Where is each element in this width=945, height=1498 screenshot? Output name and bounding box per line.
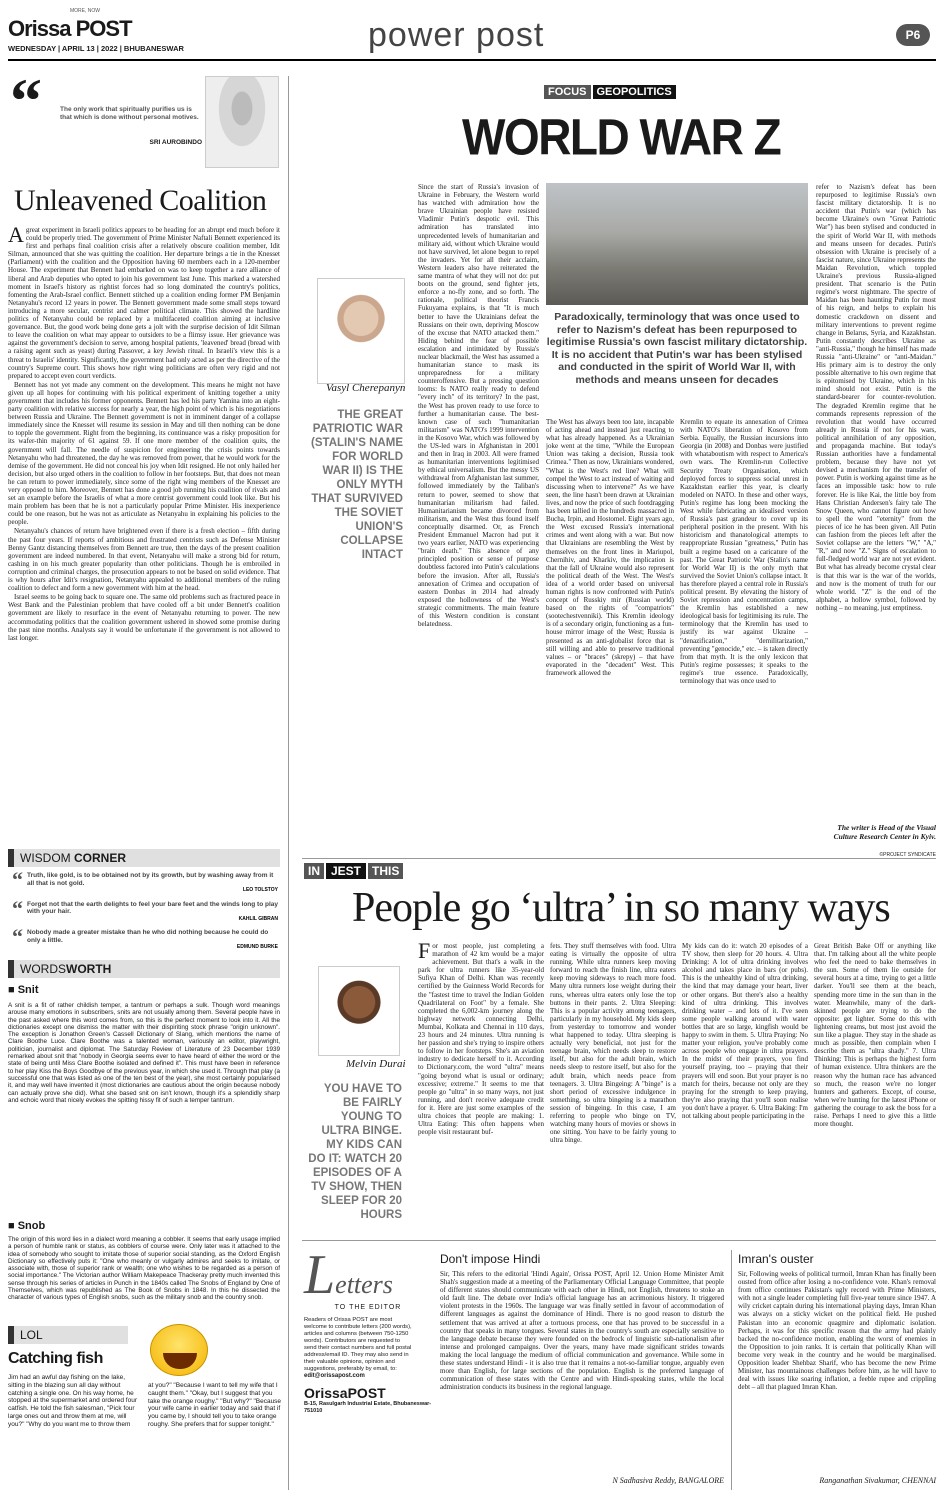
section-title: power post — [368, 16, 545, 54]
letters-address: B-15, Rasulgarh Industrial Estate, Bhubaneswar-751010 — [304, 1401, 432, 1414]
editorial-para-3: Netanyahu's chances of return have brightened even if there is a fresh election – fifth during the past four years. If reports of ambitious and frustrated centrists such as Defense Minister Benny Gantz distancing themselves from Bennett are true, then the days of the present coalition government are indeed numbered. In that event, Netanyahu will make a strong bid for return, cashing in on his much greater popularity than other politicians. Though he is embroiled in corruption and criminal charges, the prosecution appears to not be based on solid evidence. That is why hours after Idit's resignation, Netanyahu appealed to additional members of the ruling coalition to defect and form a new government with him at the head. — [8, 527, 280, 593]
column-divider — [731, 1250, 732, 1490]
quote-box — [10, 65, 280, 168]
jest-col-2: fets. They stuff themselves with food. Ultra eating is virtually the opposite of ultra running. While ultra runners keep moving forward to reach the finish line, ultra eaters keep moving sideways to reach more food. Many ultra runners lose weight during their runs, whereas ultra eaters only lose the top buttons in their pants. 2. Ultra Sleeping: This is a popular activity among teenagers, particularly in my household. My kids sleep from yesterday to tomorrow and wonder what happened to today. Ultra sleeping is actually very beneficial, not just for the teenage brain, which needs sleep to restore itself, but also for the adult brain, which needs sleep to restore itself, but also for the adult brain, which needs peace from teenagers. 3. Ultra Bingeing: A "binge" is a short period of excessive indulgence in something, so ultra bingeing is a marathon session of bingeing. In this case, I am referring to people who binge on TV, watching many hours of movies or shows in one sitting. You have to be fairly young to ultra binge. — [550, 942, 676, 1145]
wisdom-list — [12, 867, 278, 958]
author-name: Vasyl Cherepanyn — [326, 382, 406, 394]
masthead-date: WEDNESDAY | APRIL 13 | 2022 | BHUBANESWAR — [8, 44, 184, 53]
lol-left-text: Jim had an awful day fishing on the lake, sitting in the blazing sun all day without catching a single one. On his way home, he stopped at the supermarket and ordered four catfish. He told the fish salesman, "Pick four large ones out and throw them at me, will you?" "Why do you want me to throw them — [8, 1374, 137, 1428]
word-heading: ■ Snob — [8, 1220, 46, 1232]
word-definition: The origin of this word lies in a dialect word meaning a cobbler. It seems that early usage implied a person of humble rank or status, as cobblers of course were. Only later was it attached to the idea of somebody who sought to imitate those of superior social standing, as the Oxford English Dictionary so effectively puts it: "One who meanly or vulgarly admires and seeks to imitate, or associate with, those of superior rank or wealth; one who wishes to be regarded as a person of social importance." The Victorian author William Makepeace Thackeray pretty much invented this sense through his series of articles in Punch in the 1840s called The Snobs of England by One of Themselves, which was republished as The Book of Snobs in 1848. In this he dissected the character of various types of English snobs, such as the military snob and the country snob. — [8, 1236, 280, 1302]
editorial-para-1: Agreat experiment in Israeli politics appears to be heading for an abrupt end much before it could be properly tried. The government of Prime Minister Naftali Bennett experienced its first and perhaps final coalition crisis after a relatively obscure coalition member, Idit Silman, announced that she was quitting the coalition. Her departure brings a tie in the Knesset (Parliament) with the coalition and the Opposition having 60 members each in a 120-member House. The experiment that Bennett had embarked on was to keep together a rare alliance of liberal and Arab deputies who opted to join his government last June. This marked a watershed moment in Israel's history as rightist forces had so long dominated the country's politics, fomenting the Arab-Israel conflict. Bennett stitched up a coalition ending former PM Benjamin Netanyahu's record 12 years in power. The Bennett government made some small steps toward introducing a more secular, centrist and calmer political climate. This showed the hardline politics of Netanyahu could be replaced by a multifaceted coalition aiming at inclusive governance. But, the good work being done gets a jolt with the surprise decision of Idit Silman to leave the coalition on what may appear to outsiders to be a flimsy issue. Her grievance was against the government's decision to serve, among hospital patients, 'leavened' bread (bread with a raising agent such as yeast) during Passover, a key Jewish ritual. In Israeli's view this is a threat to Israelis' identity. Significantly, the government had only acted as per the directive of the country's Supreme court. This shows how right wing politicians are often very rigid and not prepared to accept even court verdicts. — [8, 226, 280, 380]
quote-text: The only work that spiritually purifies us is that which is done without personal motives. — [60, 106, 199, 121]
jest-col-3: My kids can do it: watch 20 episodes of a TV show, then sleep for 20 hours. 4. Ultra Drinking: A lot of ultra drinking involves alcohol and takes place in bars (or pubs). This is the unhealthy kind of ultra drinking, the kind that may damage your heart, liver or other organs. But there's also a healthy kind of ultra drinking. This involves drinking water – and lots of it. I've seen some people walking around with water bottles that are so large, kingfish would be happy to swim in them. 5. Ultra Praying: No matter your religion, you've probably come across people who engage in ultra prayers. In the midst of their prayers, you find yourself praying, too – praying that their prayers will end soon. But your prayer is no match for theirs, because not only are they praying for the strength to keep praying, they're also praying that you'll soon realise you don't have a prayer. 6. Ultra Baking: I'm not talking about people participating in the — [682, 942, 808, 1120]
photo-caption: Paradoxically, terminology that was once used to refer to Nazism's defeat has been repurposed to legitimise Russia's own fascist military dictatorship. It is no accident that Putin's war has been stylised and conducted in the spirit of World War II, with methods and means unseen for decades — [546, 311, 808, 386]
lol-title: Catching fish — [8, 1350, 103, 1367]
quote-author: SRI AUROBINDO — [149, 139, 202, 146]
laughing-emoji-icon — [150, 1324, 208, 1376]
editorial-para-2: Bennett has not yet made any comment on the development. This means he might not have given up all hopes for continuing with his political experiment of knitting together a unity government that includes his former opponents. Bennett has led his party Yamina into an eight-party coalition with relative success for nearly a year, the high point of which is his negotiations between Russia and Ukraine. The Bennett government is not in imminent danger of a collapse immediately since the Knesset will resume its session in May and till then nothing can be done to topple the government. Right from the beginning, its continuance was a risky proposition for its wafer-thin majority of 61 against 59. If one more member of the coalition quits, the government will fall. The needle of suspicion for engineering the crisis points towards Netanyahu who had threatened, the day he was removed from power, that he would work for the demise of the government. He did not conceal his joy when Idit resigned. He not only hailed her decision, but also urged others in the coalition to follow in her footsteps. But, that does not mean he can return to power immediately, since some of the right wing members of the Knesset are very opposed to him. Moreover, Bennett has done a good job running his coalition of rivals and set an example before the Israelis of what a more centrist government could look like. But his main problem has been that he is not a particularly popular Prime Minister. His inexperience could be one reason, but he was not as articulate as Netanyahu in explaining his policies to the people. — [8, 380, 280, 527]
lol-right-text: at you?" "Because I want to tell my wife that I caught them." "Okay, but I suggest that you take the orange roughy." "But why?" "Because your wife came in earlier today and said that if you came by, I should tell you to take orange roughy. She prefers that for supper tonight." — [148, 1382, 282, 1428]
author-photo-durai — [318, 966, 400, 1056]
word-heading: ■ Snit — [8, 984, 39, 996]
letter-title: Don't impose Hindi — [440, 1252, 541, 1266]
jest-col-1: For most people, just completing a marathon of 42 km would be a major achievement. But that's a walk in the park for ultra runners like 35-year-old Sufiya Khan of Delhi. Khan was recently certified by the Guinness World Records for the "fastest time to travel the Indian Golden Quadrilateral on Foot" by a female. She completed the 6,002-km journey along the highway network connecting Delhi, Mumbai, Kolkata and Chennai in 110 days, 23 hours and 24 minutes. Ultra running is her passion and she's trying to inspire others to follow in her footsteps. She's an aviation industry to dedicate herself to it. According to Dictionary.com, the word "ultra" means "going beyond what is usual or ordinary; excessive; extreme." It seems to me that people go "ultra" in so many ways, not just running, and don't receive adequate credit for it. Here are just some examples of the ultra choices that people are making: 1. Ultra Eating: This often happens when people visit restaurant buf- — [418, 942, 544, 1137]
word-definition: A snit is a fit of rather childish temper, a tantrum or perhaps a sulk. Though word meanings arouse many emotions in subscribers, snits are not usually among them. Several people have in the past asked where this word comes from, so this is the perfect moment to look into it. All the dictionaries except one dismiss the matter with their dispiriting stock phrase "origin unknown". The exception is Jonathon Green's Cassell Dictionary of Slang, which mentions the name of Clare Boothe Luce. Clare Boothe was a talented woman, variously an editor, playwright, politician, journalist and diplomat. The Saturday Review of Literature of 23 December 1939 remarked about snit that "nobody in Georgia seems ever to have heard of either the word or the state of being until Miss Clare Boothe isolated and defined it". This must have been in reference to her play Kiss the Boys Goodbye of the previous year, in which she used it. Through that play (a successful one that was listed as one of the ten best of the year), she most certainly popularised it, and may well have invented it (most dictionaries are cautious about the origin because nobody can actually prove she did). What she based snit on isn't known, though it's a splendidly sharp and echoic word that nicely evokes the spitting hissy fit of such a temper tantrum. — [8, 1002, 280, 1104]
quote-icon: “ — [12, 924, 23, 949]
jest-title: People go ‘ultra’ in so many ways — [352, 885, 890, 931]
jest-pull-quote: YOU HAVE TO BE FAIRLY YOUNG TO ULTRA BINGE. MY KIDS CAN DO IT: WATCH 20 EPISODES OF A TV SHOW, THEN SLEEP FOR 20 HOURS — [308, 1083, 402, 1221]
author-photo-cherepanyn — [317, 278, 405, 384]
letter-title: Imran's ouster — [738, 1252, 814, 1266]
column-divider — [288, 76, 289, 1490]
masthead-tagline: MORE, NOW — [70, 8, 100, 14]
focus-tag: FOCUS GEOPOLITICS — [544, 86, 676, 98]
focus-pull-quote: THE GREAT PATRIOTIC WAR (STALIN'S NAME FOR WORLD WAR II) IS THE ONLY MYTH THAT SURVIVED THE SOVIET UNION'S COLLAPSE INTACT — [311, 409, 403, 561]
lol-header: LOL — [8, 1326, 128, 1344]
letters-logo: OrissaPOST — [304, 1385, 386, 1401]
letters-info: Readers of Orissa POST are most welcome to contribute letters (200 words), articles and columns (between 750-1250 words). Contributors are requested to send their contact numbers and full postal address/email ID. They may also send in their valuable opinions, opinion and suggestions, preferably by email, to: — [304, 1317, 412, 1372]
letter-body: Sir, This refers to the editorial 'Hindi Again', Orissa POST, April 12. Union Home Minister Amit Shah's suggestion made at a meeting of the Parliamentary Official Language Committee, that people of different states should communicate with each other in Hindi, not English, threatens to stoke an old fault line. The debate over India's official language has an acrimonious history. It triggered violent protests in the 1960s. The language war was finally settled in favour of accommodation of different languages as against the dominance of Hindi. There is no good reason to disturb the settlement that was arrived at after a tortuous process, one that has proved to be successful in a country that speaks in many tongues. Several states in the country's south are especially sensitive to the language debate because they were founded on the bedrock of linguistic sub-nationalism after intense and prolonged campaigns. Over the years, many have made significant strides towards making the local language the medium of official communication and governance. While some in these states understand Hindi - it is also true that it remains a not-so-familiar tongue, arguably even more than English, for large sections of the population. English is the preferred language of communication of these states with the Centre and with Hindi-speaking states, while the local administration conducts its business in the regional language. — [440, 1270, 724, 1392]
focus-bio: The writer is Head of the Visual Culture Research Center in Kyiv. — [833, 823, 936, 841]
focus-col-2: The West has always been too late, incapable of acting ahead and instead just reacting to what has already happened. As a Ukrainian joke went at the time, "While the European Union was taking a decision, Russia took Crimea." Then as now, Ukrainians wondered, "What is the West's red line? What will compel the West to act instead of waiting and discussing when to intervene?" As we have seen, the line hasn't been drawn at Ukrainian lives, and now the price of such footdragging has been tallied in the hundreds massacred in Bucha, Irpin, and Hostomel. Eight years ago, the West excused Russia's international crimes and went along with a war. But now that Ukrainians are resembling the West by themselves on the front lines in Mariupol, Chernihiv, and Kharkiv, the implication is that the fall of Ukraine would also represent the political death of the West. The West's idea of a world order based on universal human rights is now confronted with Putin's concept of Russkiy mir (Russian world) based on the rights of "compatriots" (sootechestvenniki). This Kremlin ideology is of a secondary origin, functioning as a fun-house mirror image of the West; Russia is presented as an anti-globalist force that is still willing and able to preserve traditional values – or "braces" (skrepy) – that have evaporated in the "decadent" West. This framework allowed the — [546, 418, 674, 677]
quote-icon: “ — [12, 895, 23, 921]
editorial-title: Unleavened Coalition — [14, 184, 267, 217]
jest-col-4: Great British Bake Off or anything like that. I'm talking about all the white people who feel the need to bake themselves in the sun. Some of them lie outside for several hours at a time, trying to get a little darker. You'll see them at the beach, spending more time in the sun than in the water. Meanwhile, many of the dark-skinned people are trying to do the opposite: get lighter. Some do this with lightening creams, but most just avoid the sun like a plague. They stay in the shade as much as possible, then complain when I describe them as "ultra shady." 7. Ultra Thinking: This is perhaps the highest form of human existence. Ultra thinkers are the reason why the human race has advanced so much, the reason we're no longer hunters and gatherers. Except, of course, when we're hunting for the latest iPhone or gathering the courage to ask the boss for a raise. Perhaps I need to give this a little more thought. — [814, 942, 936, 1129]
section-rule — [302, 858, 936, 859]
focus-col-1: Since the start of Russia's invasion of Ukraine in February, the Western world has watched with admiration how the brave Ukrainian people have resisted Vladimir Putin's despotic evil. This admiration has translated into unprecedented levels of humanitarian and military aid, without which Ukraine would not have survived, let alone begun to repel the invaders. Yet for all their acclaim, Western leaders also have reiterated the same mantra of what they will not do: put boots on the ground, send fighter jets, enforce a no-fly zone, and so forth. The rationale, political theorist Francis Fukuyama explains, is that "It is much better to have the Ukrainians defeat the Russians on their own, depriving Moscow of the excuse that NATO attacked them." Hiding behind the fear of possible escalation and intimidated by Russia's nuclear blackmail, the West has assumed a humanitarian stance to mask its unpreparedness for a military counteroffensive. But a pressing question looms: Is NATO really ready to defend "every inch" of its territory? In the past, the West has proven ready to use force to further a humanitarian cause. The best-known case of such "humanitarian militarism" was NATO's 1999 intervention in the Kosovo War, which was followed by the US-led wars in Afghanistan in 2001 and then in Iraq in 2003. All were framed as humanitarian interventions legitimised by ethical universalism. But the messy US withdrawal from Afghanistan last summer, followed immediately by the Taliban's return to power, seemed to show that humanitarian militarism had failed. Humanitarianism became divorced from militarism, and the West thus found itself conceptually disarmed. Or, as French President Emmanuel Macron had put it two years earlier, NATO was experiencing "brain death." This absence of any principled position or sense of purpose doubtless factored into Putin's calculations before the invasion. After all, Russia's annexation of Crimea and occupation of eastern Donbas in 2014 had already exposed the hollowness of the West's strategic commitments. The main feature of this Western condition is constant belatedness. — [418, 183, 539, 629]
focus-col-3: Kremlin to equate its annexation of Crimea with NATO's liberation of Kosovo from Serbia. Equally, the Russian incursions into Georgia (in 2008) and Donbas were justified with whataboutism with respect to America's own wars. The Kremlin-run Collective Security Treaty Organisation, which deployed forces to suppress social unrest in Kazakhstan earlier this year, is clearly modeled on NATO. In these and other ways, Putin's regime has long been mocking the West while fabricating an idealised version of Russia's past grandeur to cover up its peripheral position in the present. With his historicism and thanatological attempts to reappropriate Russian "greatness," Putin has built a regime based on a caricature of the past. The Great Patriotic War (Stalin's name for World War II) is the only myth that survived the Soviet Union's collapse intact. It has therefore played a central role in Russia's political present. By elevating the history of Soviet repression and concentration camps, the Kremlin has established a new ideological basis for legitimising its rule. The terminology that the Kremlin has used to justify its war against Ukraine – "denazification," "demilitarization," preventing "genocide," etc. – is taken directly from that myth. It is the only lexicon that Putin's regime possesses; it speaks to the regime's true essence. Paradoxically, terminology that was once used to — [680, 418, 808, 685]
jest-tag: IN JEST THIS — [304, 864, 403, 878]
letter-signature: Ranganathan Sivakumar, CHENNAI — [819, 1476, 936, 1485]
quote-icon: “ — [12, 867, 23, 892]
page-number: P6 — [896, 24, 930, 46]
wisdom-item: “ Nobody made a greater mistake than he who did nothing because he could do only a little. EDMUND BURKE — [12, 924, 278, 950]
ukraine-war-photo — [546, 183, 808, 305]
letters-subtitle: TO THE EDITOR — [334, 1304, 402, 1311]
focus-credit: ©PROJECT SYNDICATE — [879, 852, 936, 858]
editorial-para-4: Israel seems to be going back to square one. The same old problems such as fractured peace in West Bank and the Palestinian problem that have cooled off a bit under Bennett's coalition government are likely to resurface in the event of Netanyahu returning to power. The new accommodating politics that the coalition government ushered in showed some promise during the past nine months. Analysts say it would be unfortunate if the government is not allowed to last longer. — [8, 593, 280, 642]
aurobindo-portrait — [205, 76, 279, 168]
section-rule — [302, 1240, 936, 1241]
wisdom-item: “ Forget not that the earth delights to feel your bare feet and the winds long to play with your hair. KAHLIL GIBRAN — [12, 895, 278, 922]
masthead-logo: Orissa POST — [8, 16, 132, 41]
wordsworth-body — [8, 984, 280, 1334]
wordsworth-header: WORDSWORTH — [8, 960, 280, 978]
letter-body: Sir, Following weeks of political turmoil, Imran Khan has finally been ousted from office after losing a no-confidence vote. Khan's removal from office continues Pakistan's ugly record with Prime Ministers, with not a single leader completing full five-year tenure since 1947. A wily cricket captain during his international playing days, Imran Khan was always on a sticky wicket on the political field. He pushed Pakistan into an economic quagmire and diplomatic isolation. Perhaps, it was for this specific reason that the army had plainly backed the no-confidence motion, enabling the worst of enemies in the Opposition to join ranks. It is certain that politically Khan will become very weak in the country and he would be marginalised. Opposition leader Shehbaz Sharif, who has become the new Prime Minister, has mountainous challenges before him, as he will have to deal with issues like soaring inflation, a feeble rupee and crippling debt – all that plagued Imran Khan. — [738, 1270, 936, 1392]
wisdom-item: “ Truth, like gold, is to be obtained not by its growth, but by washing away from it all that is not gold. LEO TOLSTOY — [12, 867, 278, 893]
jest-author: Melvin Durai — [346, 1058, 406, 1070]
focus-col-4: refer to Nazism's defeat has been repurposed to legitimise Russia's own fascist military dictatorship. It is no accident that Putin's war (which has become Ukraine's own "Great Patriotic War") has been stylised and conducted in the spirit of World War II, with methods and means unseen for decades. Putin's obsession with Ukraine is precisely of a fascist nature, since Ukraine represents the Maidan Revolution, which toppled Ukraine's previous Russia-aligned president. That scenario is the Putin regime's worst nightmare. The spectre of Maidan has been haunting Putin for most of his reign, and helps to explain his domestic crackdown on dissent and military interventions to prevent regime change in Belarus, Syria, and Kazakhstan. Putin constantly describes Ukraine as "anti-Russia," though he himself has made Russia "anti-Ukraine" or "anti-Maidan." His primary aim is to destroy the only possible alternative to his own regime that is epitomised by Ukraine, which in his mind should not exist. Putin is the standard-bearer for counter-revolution. The degraded Kremlin regime that he commands represents repression of the revolution that would have occurred already in Russia if not for his wars, political annihilation of any opposition, and propaganda machine. But today's Russian authorities have a fundamental problem, because they have not yet devised a mechanism for the transfer of power. Putin is working against time as he faces an impossible task: how to rule forever. He is like Kai, the little boy from Hans Christian Andersen's fairy tale The Snow Queen, who cannot figure out how to spell the word "eternity" from the pieces of ice he has been given. All Putin can fashion from the pieces left after the Soviet collapse are the letters "W," "A," "R," and now "Z." Signs of escalation to full-fledged world war are not yet evident. But what has already become crystal clear is that this war is the war of the worlds, and now is the moment of truth for our whole world. "Z" is the end of the alphabet, a hollow symbol, followed by nothing – no meaning, just emptiness. — [816, 183, 936, 612]
letters-masthead: Letters TO THE EDITOR Readers of Orissa POST are most welcome to contribute letters (200 words), articles and columns (between 750-1250 words). Contributors are requested to send their contact numbers and full postal address/email ID. They may also send in their valuable opinions, opinion and suggestions, preferably by email, to: edit@orissapost.com OrissaPOST B-15, Rasulgarh Industrial Estate, Bhubaneswar-751010 — [304, 1244, 432, 1414]
quote-open-icon: “ — [10, 65, 42, 136]
editorial-body — [8, 226, 280, 840]
letter-signature: N Sadhasiva Reddy, BANGALORE — [612, 1476, 724, 1485]
masthead-rule — [8, 59, 936, 61]
letters-email[interactable]: edit@orissapost.com — [304, 1373, 365, 1379]
focus-title: WORLD WAR Z — [462, 108, 781, 166]
wisdom-header: WISDOM CORNER — [8, 849, 280, 867]
